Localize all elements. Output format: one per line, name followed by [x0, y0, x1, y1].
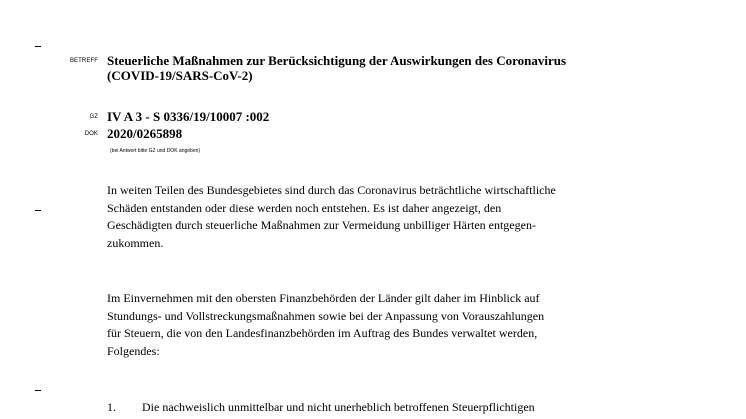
- subject-line-1: Steuerliche Maßnahmen zur Berücksichtigung der Auswirkungen des Coronavirus: [107, 53, 567, 68]
- paragraph-agreement: [107, 290, 727, 360]
- paragraph-line: Schäden entstanden oder diese werden noch entstehen. Es ist daher angezeigt, den: [107, 200, 502, 215]
- dok-label: DOK: [84, 131, 98, 137]
- paragraph-line: Folgendes:: [107, 343, 160, 358]
- gz-label: GZ: [89, 114, 98, 120]
- margin-mark-middle: [35, 210, 41, 211]
- list-item: [107, 399, 535, 416]
- paragraph-line: Geschädigten durch steuerliche Maßnahmen zur Vermeidung unbilliger Härten entgegen-: [107, 218, 536, 233]
- paragraph-intro: [107, 182, 727, 252]
- betreff-label: BETREFF: [69, 58, 98, 64]
- reply-hint: (bei Antwort bitte GZ und DOK angeben): [110, 148, 201, 154]
- list-item-text: Die nachweislich unmittelbar und nicht unerheblich betroffenen Steuerpflichtigen: [142, 400, 535, 414]
- margin-mark-top: [35, 46, 41, 47]
- paragraph-line: Im Einvernehmen mit den obersten Finanzbehörden der Länder gilt daher im Hinblick auf: [107, 291, 540, 305]
- subject-line-2: (COVID-19/SARS-CoV-2): [107, 68, 253, 83]
- paragraph-line: für Steuern, die von den Landesfinanzbehörden im Auftrag des Bundes verwaltet werden,: [107, 326, 538, 341]
- margin-mark-bottom: [35, 390, 41, 391]
- subject-heading: [107, 53, 727, 83]
- paragraph-line: zukommen.: [107, 235, 164, 250]
- paragraph-line: In weiten Teilen des Bundesgebietes sind durch das Coronavirus beträchtliche wirtschaftliche: [107, 183, 556, 197]
- gz-value: IV A 3 - S 0336/19/10007 :002: [107, 109, 270, 124]
- list-item-number: 1.: [107, 400, 116, 414]
- paragraph-line: Stundungs- und Vollstreckungsmaßnahmen sowie bei der Anpassung von Vorauszahlungen: [107, 308, 545, 323]
- dok-value: 2020/0265898: [107, 126, 183, 141]
